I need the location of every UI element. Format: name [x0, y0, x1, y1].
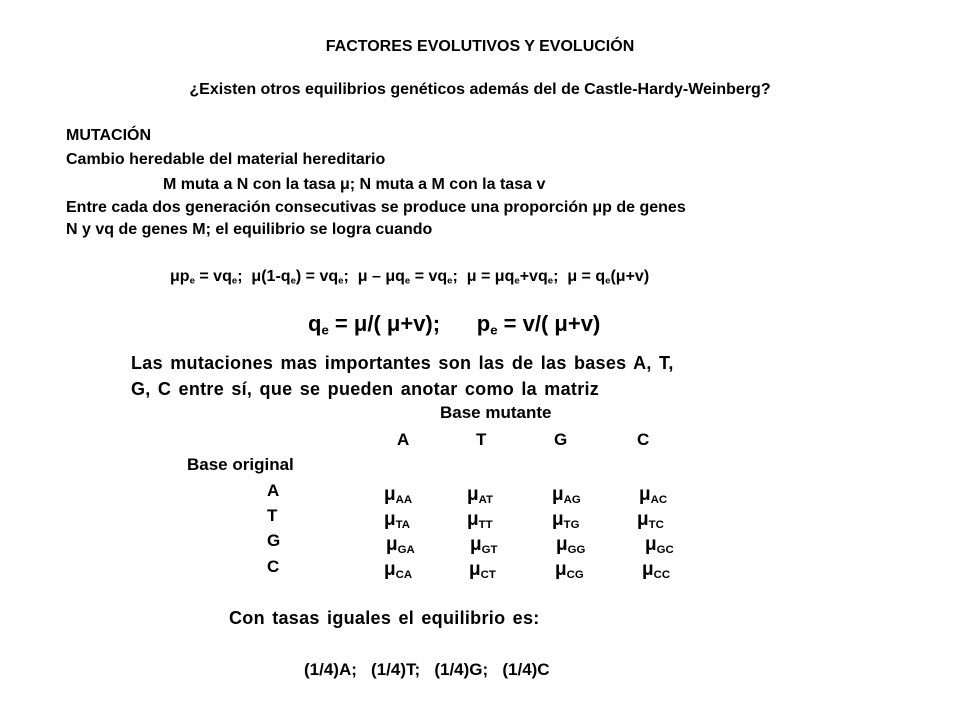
matrix-cell: $\mu_{AT}$	[467, 484, 493, 506]
matrix-column-header: Base mutante	[440, 403, 552, 422]
matrix-cell: $\mu_{GT}$	[470, 534, 498, 556]
section-heading: MUTACIÓN	[66, 127, 152, 144]
row-label-a: A	[267, 481, 280, 500]
matrix-row-header: Base original	[187, 455, 294, 474]
matrix-cell: $\mu_{TG}$	[552, 509, 580, 531]
column-label-t: T	[476, 430, 487, 449]
column-label-c: C	[637, 430, 650, 449]
text-line-2: G, C entre sí, que se pueden anotar como la matriz	[131, 379, 600, 399]
column-label-a: A	[397, 430, 410, 449]
conclusion: Con tasas iguales el equilibrio es:	[229, 608, 540, 628]
matrix-cell: $\mu_{AC}$	[639, 484, 668, 506]
mutation-rates: M muta a N con la tasa μ; N muta a M con la tasa v	[163, 176, 546, 193]
paragraph-line-1: Entre cada dos generación consecutivas se produce una proporción μp de genes	[66, 199, 686, 216]
matrix-cell: $\mu_{TC}$	[637, 509, 664, 531]
final-equilibrium: (1/4)A; (1/4)T; (1/4)G; (1/4)C	[304, 660, 550, 679]
matrix-cell: $\mu_{TT}$	[467, 509, 493, 531]
column-label-g: G	[554, 430, 568, 449]
matrix-cell: $\mu_{GA}$	[386, 534, 415, 556]
matrix-cell: $\mu_{CT}$	[469, 559, 496, 581]
row-label-t: T	[267, 506, 278, 525]
matrix-cell: $\mu_{GG}$	[556, 534, 586, 556]
definition: Cambio heredable del material hereditario	[66, 151, 386, 168]
matrix-cell: $\mu_{TA}$	[384, 509, 410, 531]
matrix-cell: $\mu_{CA}$	[384, 559, 413, 581]
equilibrium-equation: $\mu p_e = vq_e$; $\mu(1-q_e) = vq_e$; $\mu - \mu q_e = vq_e$; $\mu = \mu q_e+vq_e$; $\mu = q_e(\mu+v)$	[170, 268, 650, 287]
question: ¿Existen otros equilibrios genéticos además del de Castle-Hardy-Weinberg?	[189, 81, 771, 98]
equilibrium-result: $q_e = \mu/$( μ+v); $p_e = v/$( μ+v)	[308, 311, 601, 338]
matrix-cell: $\mu_{CC}$	[642, 559, 671, 581]
row-label-c: C	[267, 557, 280, 576]
paragraph-line-2: N y vq de genes M; el equilibrio se logra cuando	[66, 221, 433, 238]
text-line-1: Las mutaciones mas importantes son las de las bases A, T,	[131, 353, 674, 373]
row-label-g: G	[267, 531, 281, 550]
matrix-cell: $\mu_{GC}$	[645, 534, 674, 556]
matrix-cell: $\mu_{AA}$	[384, 484, 413, 506]
page-title: FACTORES EVOLUTIVOS Y EVOLUCIÓN	[325, 38, 635, 55]
matrix-cell: $\mu_{CG}$	[555, 559, 584, 581]
matrix-cell: $\mu_{AG}$	[552, 484, 581, 506]
